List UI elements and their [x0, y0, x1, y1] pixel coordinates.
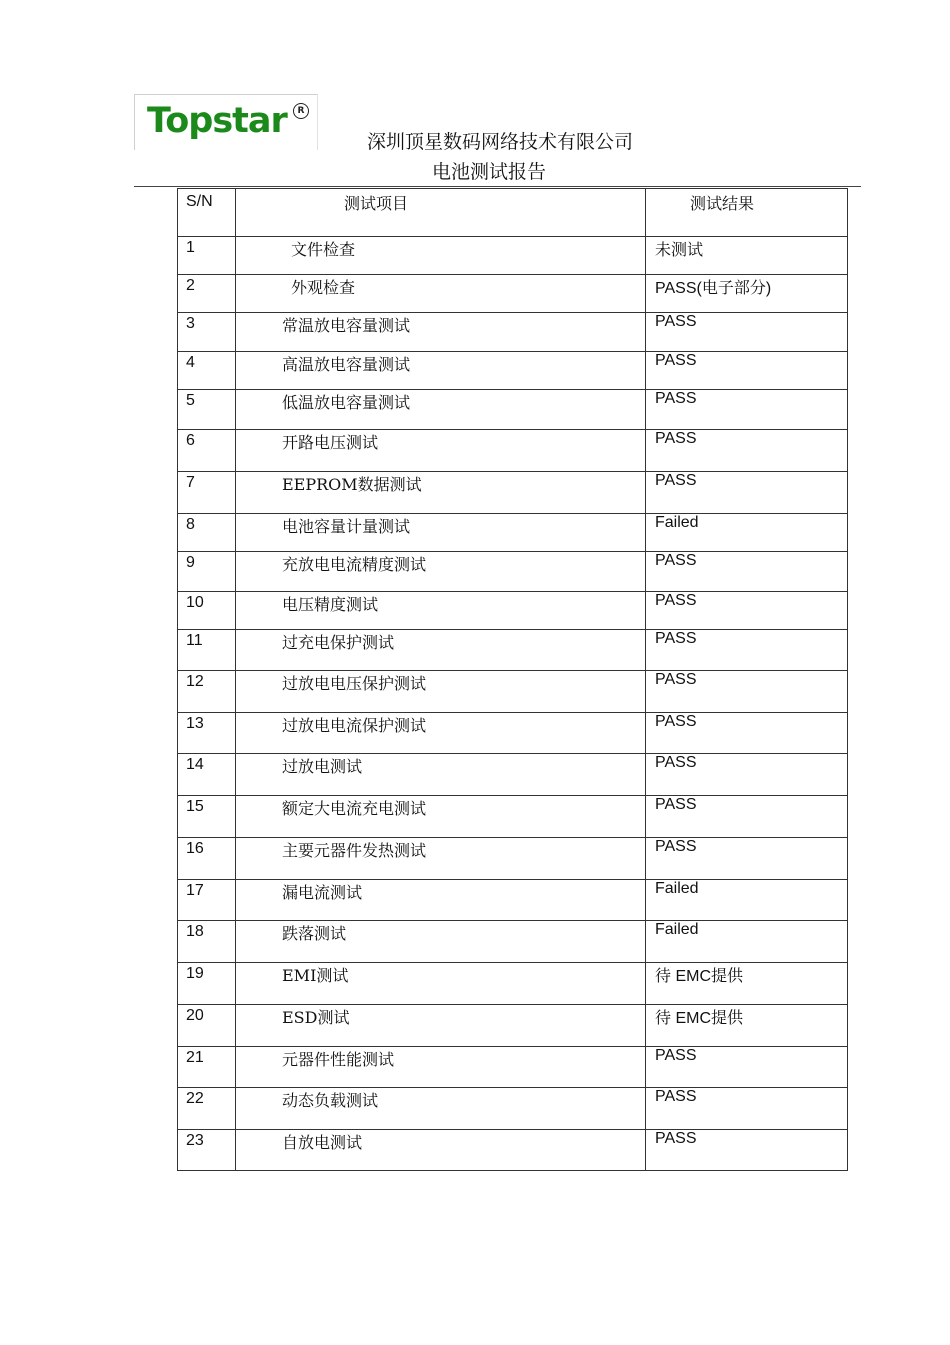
cell-test-item: 动态负载测试 [236, 1088, 646, 1130]
cell-test-result: PASS [646, 472, 848, 514]
cell-test-result: PASS [646, 796, 848, 838]
cell-test-item: 额定大电流充电测试 [236, 796, 646, 838]
table-row [178, 713, 848, 754]
cell-sn: 7 [178, 472, 236, 514]
cell-sn: 3 [178, 313, 236, 352]
cell-sn: 4 [178, 352, 236, 390]
table-row [178, 472, 848, 514]
table-row [178, 630, 848, 671]
cell-sn: 11 [178, 630, 236, 671]
cell-test-item: 高温放电容量测试 [236, 352, 646, 390]
cell-test-item: ESD测试 [236, 1005, 646, 1047]
cell-test-item: 过放电测试 [236, 754, 646, 796]
table-row [178, 671, 848, 713]
column-header-sn: S/N [178, 189, 236, 237]
cell-test-result: 待 EMC提供 [646, 1005, 848, 1047]
cell-sn: 15 [178, 796, 236, 838]
cell-sn: 1 [178, 237, 236, 275]
cell-test-item: 充放电电流精度测试 [236, 552, 646, 592]
cell-test-result: Failed [646, 880, 848, 921]
table-row [178, 275, 848, 313]
cell-sn: 13 [178, 713, 236, 754]
cell-sn: 2 [178, 275, 236, 313]
table-row [178, 390, 848, 430]
table-row [178, 237, 848, 275]
cell-sn: 22 [178, 1088, 236, 1130]
cell-test-item: 过充电保护测试 [236, 630, 646, 671]
cell-sn: 9 [178, 552, 236, 592]
cell-test-item: 自放电测试 [236, 1130, 646, 1171]
company-logo [134, 94, 318, 150]
cell-sn: 5 [178, 390, 236, 430]
cell-test-item: 主要元器件发热测试 [236, 838, 646, 880]
company-name: 深圳顶星数码网络技术有限公司 [367, 131, 634, 153]
cell-test-item: 文件检查 [236, 237, 646, 275]
cell-test-result: PASS [646, 592, 848, 630]
table-row [178, 838, 848, 880]
table-row [178, 1130, 848, 1171]
cell-test-result: 待 EMC提供 [646, 963, 848, 1005]
cell-test-result: PASS [646, 838, 848, 880]
table-row [178, 592, 848, 630]
table-row [178, 1088, 848, 1130]
cell-test-result: PASS [646, 754, 848, 796]
cell-test-result: Failed [646, 921, 848, 963]
cell-sn: 23 [178, 1130, 236, 1171]
cell-test-result: PASS(电子部分) [646, 275, 848, 313]
cell-test-item: 过放电电压保护测试 [236, 671, 646, 713]
cell-test-result: 未测试 [646, 237, 848, 275]
cell-test-result: PASS [646, 430, 848, 472]
cell-test-item: 漏电流测试 [236, 880, 646, 921]
table-row [178, 352, 848, 390]
table-row [178, 552, 848, 592]
table-row [178, 754, 848, 796]
table-row [178, 430, 848, 472]
cell-sn: 21 [178, 1047, 236, 1088]
cell-test-item: EMI测试 [236, 963, 646, 1005]
table-row [178, 1047, 848, 1088]
table-body [178, 237, 848, 1171]
cell-test-item: 元器件性能测试 [236, 1047, 646, 1088]
test-report-table [177, 188, 848, 1171]
registered-mark-icon: R [293, 103, 309, 119]
header-divider [134, 186, 861, 187]
cell-sn: 14 [178, 754, 236, 796]
cell-test-result: PASS [646, 552, 848, 592]
cell-test-result: PASS [646, 1130, 848, 1171]
cell-test-result: PASS [646, 713, 848, 754]
table-row [178, 963, 848, 1005]
cell-test-result: Failed [646, 514, 848, 552]
cell-test-result: PASS [646, 671, 848, 713]
table-row [178, 514, 848, 552]
cell-sn: 6 [178, 430, 236, 472]
cell-sn: 10 [178, 592, 236, 630]
cell-test-result: PASS [646, 630, 848, 671]
column-header-result: 测试结果 [646, 189, 848, 237]
cell-test-result: PASS [646, 1047, 848, 1088]
cell-test-item: 电压精度测试 [236, 592, 646, 630]
cell-test-result: PASS [646, 1088, 848, 1130]
cell-sn: 19 [178, 963, 236, 1005]
cell-test-item: 低温放电容量测试 [236, 390, 646, 430]
cell-sn: 17 [178, 880, 236, 921]
table-row [178, 1005, 848, 1047]
cell-test-result: PASS [646, 313, 848, 352]
column-header-item: 测试项目 [236, 189, 646, 237]
cell-test-result: PASS [646, 390, 848, 430]
cell-test-item: 外观检查 [236, 275, 646, 313]
table-row [178, 796, 848, 838]
cell-test-item: 过放电电流保护测试 [236, 713, 646, 754]
logo-wordmark: Topstar [147, 101, 287, 141]
table-header-row [178, 189, 848, 237]
table-row [178, 921, 848, 963]
cell-test-item: 开路电压测试 [236, 430, 646, 472]
cell-test-item: 电池容量计量测试 [236, 514, 646, 552]
table-row [178, 313, 848, 352]
cell-sn: 20 [178, 1005, 236, 1047]
report-title: 电池测试报告 [432, 161, 547, 183]
cell-test-item: 跌落测试 [236, 921, 646, 963]
cell-sn: 8 [178, 514, 236, 552]
table-row [178, 880, 848, 921]
cell-test-result: PASS [646, 352, 848, 390]
cell-test-item: 常温放电容量测试 [236, 313, 646, 352]
cell-test-item: EEPROM数据测试 [236, 472, 646, 514]
cell-sn: 18 [178, 921, 236, 963]
cell-sn: 12 [178, 671, 236, 713]
cell-sn: 16 [178, 838, 236, 880]
